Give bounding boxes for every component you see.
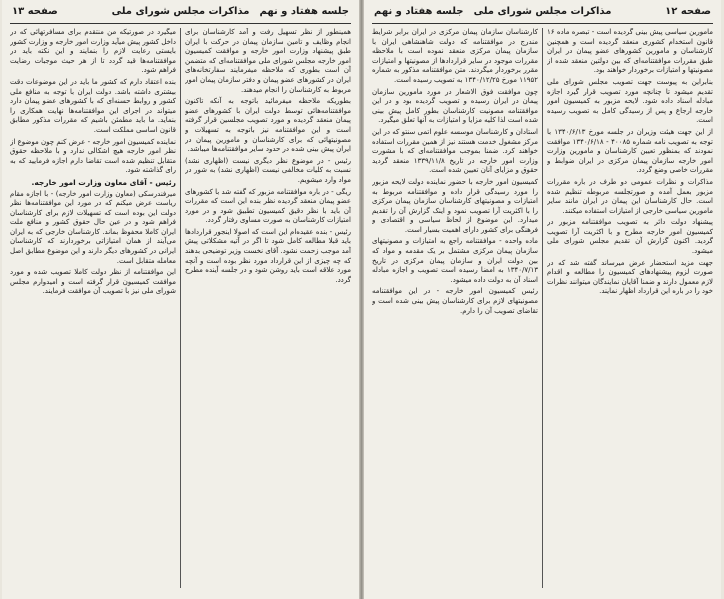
- column-right: [547, 28, 713, 590]
- page-12: [364, 0, 721, 599]
- paragraph: نماینده کمیسیون امور خارجه - عرض کنم چون موضوع از نظر امور خارجه هیچ اشکالی ندارد و با ملاحظه حقوق متقابل تنظیم شده است تقاضا دارم اجازه فرمایید که به رای گذاشته شود.: [10, 137, 176, 175]
- column-left: [372, 28, 538, 590]
- paragraph: میرفندرسکی (معاون وزارت امور خارجه) - با اجازه مقام ریاست عرض میکنم که در مورد این موافقتنامه‌ها نظر دولت این بوده است که تسهیلات لازم برای کارشناسان فراهم شود و در عین حال حقوق کشور و منافع ملت ایران کاملا محفوظ بماند. کارشناسان خارجی که به ایران می‌آیند از همان امتیازاتی برخوردارند که کارشناسان ایرانی در کشورهای دیگر دارند و این موضوع مطابق اصل معامله متقابل است.: [10, 189, 176, 265]
- paragraph: جهت مزید استحضار عرض میرساند گفته شد که در صورت لزوم پیشنهادهای کمیسیون را مطالعه و اقدام لازم معمول دارند و ضمنا آقایان نمایندگان میتوانند نظرات خود را در باره این قرارداد اظهار نمایند.: [547, 258, 713, 296]
- column-divider: [180, 28, 181, 588]
- session-title: جلسه هفتاد و نهم: [259, 6, 349, 17]
- paragraph: بطوریکه ملاحظه میفرمائید باتوجه به آنکه تاکنون موافقتنامه‌هائی توسط دولت ایران با کشورهای عضو پیمان منعقد گردیده و مورد تصویب مجلسین قرار گرفته است و این موافقتنامه نیز باتوجه به تسهیلات و مصونیتهائی که برای کارشناسان و مامورین پیمان در ایران پیش بینی شده در حدود سایر موافقتنامه‌ها میباشد.: [185, 97, 351, 154]
- paragraph: پیشنهاد دولت دائر به تصویب موافقتنامه مزبور در کمیسیون امور خارجه مطرح و با اکثریت آرا تصویب گردید. اکنون گزارش آن تقدیم مجلس شورای ملی میشود.: [547, 218, 713, 256]
- page-header: [374, 6, 711, 22]
- paragraph: میگیرد در صورتیکه من منتقدم برای مسافرتهائی که در داخل کشور پیش میآید وزارت امور خارجه و وزارت کشور بایستی رعایت لازم را بنمایند و این نکته باید در موافقتنامه‌ها قید گردد تا از هر حیث موجبات رضایت فراهم شود.: [10, 28, 176, 75]
- paragraph: مذاکرات و نظرات عمومی دو طرف در باره مقررات مزبور بعمل آمده و صورتجلسه مربوطه تنظیم شده است. حال کارشناسان این پیمان در ایران مانند سایر مامورین سیاسی خارجی از امتیازات استفاده میکنند.: [547, 177, 713, 215]
- paragraph: کمیسیون امور خارجه با حضور نماینده دولت لایحه مزبور را مورد رسیدگی قرار داده و موافقتنامه مربوط به امتیازات و مصونیتهای کارشناسان سازمان پیمان مرکزی را با اکثریت آرا تصویب نمود و اینک گزارش آن را تقدیم میدارد. این موضوع از لحاظ سیاسی و اقتصادی و فرهنگی برای کشور دارای اهمیت بسیار است.: [372, 177, 538, 234]
- paragraph: ماده واحده - موافقتنامه راجع به امتیازات و مصونیتهای سازمان پیمان مرکزی مشتمل بر یک مقدمه و مواد که بین دولت ایران و سازمان پیمان مرکزی در تاریخ ۱۳۴۰/۷/۱۳ به امضا رسیده است تصویب و اجازه مبادله اسناد آن به دولت داده میشود.: [372, 237, 538, 284]
- paragraph: رئیس - بنده عقیده‌ام این است که اصولا اینجور قراردادها باید قبلا مطالعه کامل شود تا اگر در آتیه مشکلاتی پیش آمد موجب زحمت نشود. آقای نخست وزیر توضیحی بدهند که چه چیزی از این قرارداد مورد نظر بوده است و آنچه مورد علاقه است باید روشن شود و در جلسه آینده مطرح گردد.: [185, 227, 351, 284]
- session-title: جلسه هفتاد و نهم: [374, 6, 464, 17]
- page-number: صفحه ۱۳: [12, 6, 58, 17]
- publication-title: مذاکرات مجلس شورای ملی: [111, 6, 250, 17]
- paragraph: این موافقتنامه از نظر دولت کاملا تصویب شده و مورد موافقت کمیسیون قرار گرفته است و امیدوارم مجلس شورای ملی نیز با تصویب آن موافقت فرمایند.: [10, 268, 176, 296]
- column-right: [185, 28, 351, 590]
- header-rule: [10, 23, 351, 24]
- speaker-line: رئیس - آقای معاون وزارت امور خارجه.: [31, 177, 176, 187]
- paragraph: ریگی - در باره موافقتنامه مزبور که گفته شد با کشورهای عضو پیمان منعقد گردیده نظر بنده این است که مقررات آن باید با نظر دقیق کمیسیون تطبیق شود و در مورد امتیازات کارشناسان به صورت مساوی رفتار گردد.: [185, 187, 351, 225]
- paragraph: استادان و کارشناسان موسسه علوم اتمی سنتو که در این مرکز مشغول خدمت هستند نیز از همین مقررات استفاده خواهند کرد. ضمنا بموجب موافقتنامه‌ای که با مشورت وزارت امور خارجه در تاریخ ۱۳۳۹/۱۱/۸ منعقد گردید حقوق و مزایای آنان تعیین شده است.: [372, 127, 538, 175]
- page-13: [2, 0, 359, 599]
- paragraph: رئیس کمیسیون امور خارجه - در این موافقتنامه مصونیتهای لازم برای کارشناسان پیش بینی شده است و تقاضای تصویب آن را دارم.: [372, 287, 538, 315]
- column-left: [10, 28, 176, 590]
- paragraph: کارشناسان سازمان پیمان مرکزی در ایران برابر شرایط مندرج در موافقتنامه که دولت شاهنشاهی ایران با سازمان پیمان مرکزی منعقد نموده است با ملاحظه مقررات موجود در سایر قراردادها از مصونیتها و امتیازات مقرر برخوردار میگردند. متن موافقتنامه مذکور به شماره ۱۱۹۵۲ مورخ ۱۳۴۰/۱۲/۲۵ به تصویب رسیده است.: [372, 28, 538, 84]
- publication-title: مذاکرات مجلس شورای ملی: [473, 6, 612, 17]
- paragraph: چون موافقت فوق الاشعار در مورد مامورین سازمان پیمان در ایران رسیده و تصویب گردیده بود و در این موافقتنامه مصونیت کارشناسان بطور کامل پیش بینی شده است لذا کلیه مزایا و امتیازات به آنها تعلق میگیرد.: [372, 87, 538, 125]
- paragraph: بنابراین به پیوست جهت تصویب مجلس شورای ملی تقدیم میشود تا چنانچه مورد تصویب قرار گیرد اجازه مبادله اسناد داده شود. لایحه مزبور به کمیسیون امور خارجه ارجاع و پس از رسیدگی کامل به تصویب رسیده است.: [547, 77, 713, 125]
- paragraph: مامورین سیاسی پیش بینی گردیده است - تبصره ماده ۱۶ قانون استخدام کشوری منعقد گردیده است و همچنین کارشناسان و مامورین کشورهای عضو پیمان در ایران طبق مقررات موافقتنامه‌ای که بین دولتین منعقد شده از مصونیتها و امتیازات برخوردار خواهند بود.: [547, 28, 713, 75]
- paragraph: رئیس - در موضوع نظر دیگری نیست (اظهاری نشد) نسبت به کلیات مخالفی نیست (اظهاری نشد) به شور در مواد وارد میشویم.: [185, 156, 351, 184]
- page-number: صفحه ۱۲: [665, 6, 711, 17]
- page-header: [12, 6, 349, 22]
- column-divider: [542, 28, 543, 588]
- paragraph: همینطور از نظر تسهیل رفت و آمد کارشناسان برای انجام وظایف و تامین سازمان پیمان در حرکت با ایران طبق پیشنهاد وزارت امور خارجه و موافقت کمیسیون امور خارجه مجلس شورای ملی موافقتنامه‌ای که متضمن آن است بطوری که ملاحظه میفرمایند سفارتخانه‌های ایران در کشورهای عضو پیمان و دفتر سازمان پیمان امور مربوط به کارشناسان را انجام میدهند.: [185, 28, 351, 94]
- header-rule: [372, 23, 713, 24]
- paragraph: بنده اعتقاد دارم که کشور ما باید در این موضوعات دقت بیشتری داشته باشد. دولت ایران با توجه به منافع ملی کشور و روابط حسنه‌ای که با کشورهای عضو پیمان دارد میتواند در اجرای این موافقتنامه‌ها نهایت همکاری را بنماید. ما باید مطمئن باشیم که مقررات مذکور مطابق قانون اساسی مملکت است.: [10, 77, 176, 134]
- paragraph: از این جهت هیئت وزیران در جلسه مورخ ۱۳۴۰/۶/۱۳ با توجه به تصویب نامه شماره ۴۰۰۸۵ - ۱۳۴۰/۶/۱۸ موافقت نمودند که بمنظور تعیین کارشناسان و مامورین وزارت امور خارجه سازمان پیمان مرکزی در ایران ضوابط و مقررات خاصی وضع گردد.: [547, 127, 713, 175]
